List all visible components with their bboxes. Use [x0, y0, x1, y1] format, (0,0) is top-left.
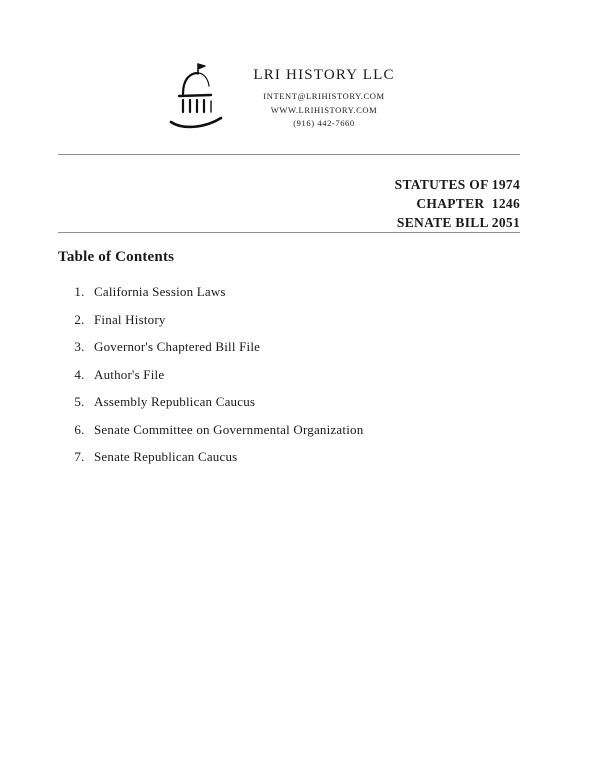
toc-item: 7. Senate Republican Caucus: [88, 449, 520, 465]
toc-item: 3. Governor's Chaptered Bill File: [88, 339, 520, 355]
chapter-line: CHAPTER 1246: [416, 196, 520, 212]
toc-list: [88, 284, 520, 465]
statutes-line: STATUTES OF 1974: [394, 177, 520, 192]
divider-middle: [58, 232, 520, 233]
toc-item: 6. Senate Committee on Governmental Organization: [88, 422, 520, 438]
letterhead: [40, 60, 520, 134]
capitol-dome-logo-icon: [165, 60, 227, 134]
letterhead-contact: [253, 64, 394, 130]
website-text: WWW.LRIHISTORY.COM: [270, 104, 378, 115]
reference-block: [58, 175, 520, 232]
toc-item: 2. Final History: [88, 312, 520, 328]
toc-item: 1. California Session Laws: [88, 284, 520, 300]
toc-item: 5. Assembly Republican Caucus: [88, 394, 520, 410]
phone-text: (916) 442-7660: [293, 117, 355, 128]
email-text: INTENT@LRIHISTORY.COM: [263, 91, 385, 102]
senate-bill-line: SENATE BILL 2051: [396, 215, 520, 231]
toc-title: Table of Contents: [58, 249, 175, 266]
company-name: LRI HISTORY LLC: [253, 67, 395, 84]
divider-top: [58, 154, 520, 155]
toc-item: 4. Author's File: [88, 367, 520, 383]
